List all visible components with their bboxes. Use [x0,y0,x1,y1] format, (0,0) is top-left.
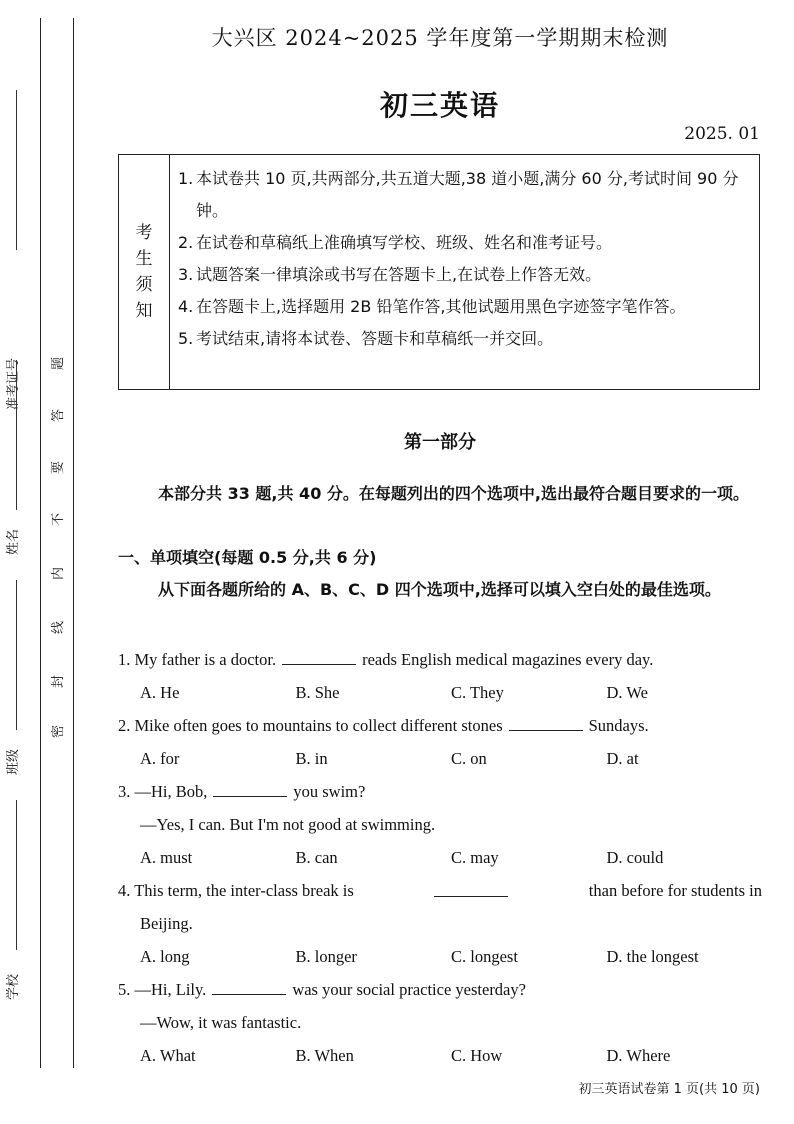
notice-list [170,155,759,389]
school-line [16,800,17,950]
answer-blank[interactable] [212,980,286,995]
candidate-notice-box [118,154,760,390]
question-reply: —Yes, I can. But I'm not good at swimming. [140,815,436,834]
stem-before: 4. This term, the inter-class break is [118,881,354,900]
seal-char: 内 [51,566,67,581]
notice-label [119,155,170,389]
stem-before: 5. —Hi, Lily. [118,980,207,999]
stem-before: 1. My father is a doctor. [118,650,277,669]
seal-char: 答 [51,408,67,423]
option-c[interactable]: C. on [451,749,487,768]
exam-number-line [16,90,17,250]
page-footer: 初三英语试卷第 1 页(共 10 页) [578,1082,760,1097]
option-b[interactable]: B. She [295,683,340,702]
seal-char: 线 [51,620,67,635]
option-b[interactable]: B. can [295,848,338,867]
field-class[interactable] [0,580,34,780]
part-intro: 本部分共 33 题,共 40 分。在每题列出的四个选项中,选出最符合题目要求的一项。 [158,484,749,503]
notice-item-number: 1. [178,169,194,188]
field-school[interactable] [0,800,34,1000]
stem-before: 3. —Hi, Bob, [118,782,208,801]
notice-item-text: 本试卷共 10 页,共两部分,共五道大题,38 道小题,满分 60 分,考试时间 90 分钟。 [196,169,739,220]
field-label: 学校 [6,973,21,1000]
option-d[interactable]: D. We [606,683,648,702]
question-stem [118,709,762,742]
subject-title: 初三英语 [379,89,500,122]
notice-label-char: 知 [135,301,153,321]
exam-date: 2025. 01 [684,124,760,144]
question-options [118,1039,762,1072]
option-c[interactable]: C. They [451,683,504,702]
name-line [16,360,17,510]
answer-blank[interactable] [434,882,508,897]
option-a[interactable]: A. must [140,848,193,867]
question-options [118,676,762,709]
option-d[interactable]: D. could [606,848,664,867]
stem-before: 2. Mike often goes to mountains to collect different stones [118,716,503,735]
stem-after: reads English medical magazines every day. [362,650,654,669]
question-reply: —Wow, it was fantastic. [140,1013,302,1032]
notice-item [178,227,751,259]
class-line [16,580,17,730]
option-b[interactable]: B. When [295,1046,354,1065]
answer-blank[interactable] [509,716,583,731]
option-d[interactable]: D. Where [606,1046,671,1065]
binding-line-outer [40,18,41,1068]
exam-title: 大兴区 2024~2025 学年度第一学期期末检测 [211,26,669,50]
option-a[interactable]: A. long [140,947,190,966]
question-2 [118,709,762,775]
question-stem [118,874,762,907]
notice-item [178,259,751,291]
question-options [118,841,762,874]
notice-item-text: 在答题卡上,选择题用 2B 铅笔作答,其他试题用黑色字迹签字笔作答。 [196,297,686,316]
notice-label-char: 生 [135,249,153,269]
stem-after: than before for students in [588,881,762,900]
question-continuation: Beijing. [140,914,193,933]
question-options [118,742,762,775]
stem-after: Sundays. [588,716,649,735]
option-b[interactable]: B. in [295,749,328,768]
field-label: 班级 [6,748,21,775]
seal-char: 密 [51,724,67,739]
notice-item [178,323,751,355]
field-exam-number[interactable] [0,90,34,410]
seal-char: 不 [51,512,67,527]
option-d[interactable]: D. at [606,749,639,768]
section-heading: 一、单项填空(每题 0.5 分,共 6 分) [118,548,377,567]
notice-label-char: 考 [135,223,153,243]
answer-blank[interactable] [282,650,356,665]
question-stem [118,973,762,1006]
question-stem [118,775,762,808]
option-c[interactable]: C. may [451,848,499,867]
binding-line-inner [73,18,74,1068]
field-label: 准考证号 [6,357,21,410]
seal-char: 封 [51,674,67,689]
option-a[interactable]: A. He [140,683,180,702]
field-name[interactable] [0,357,34,560]
option-c[interactable]: C. How [451,1046,503,1065]
question-stem [118,643,762,676]
option-b[interactable]: B. longer [295,947,357,966]
notice-item-number: 5. [178,329,194,348]
option-c[interactable]: C. longest [451,947,518,966]
option-a[interactable]: A. What [140,1046,196,1065]
question-list [118,643,762,1072]
field-label: 姓名 [6,528,21,555]
binding-margin [0,0,80,1124]
section-instructions: 从下面各题所给的 A、B、C、D 四个选项中,选择可以填入空白处的最佳选项。 [158,580,721,599]
question-options [118,940,762,973]
seal-notice [44,350,72,750]
notice-item [178,163,751,227]
notice-item [178,291,751,323]
answer-blank[interactable] [213,782,287,797]
stem-after: was your social practice yesterday? [292,980,526,999]
notice-item-text: 在试卷和草稿纸上准确填写学校、班级、姓名和准考证号。 [196,233,613,252]
stem-after: you swim? [293,782,366,801]
seal-char: 题 [51,356,67,371]
question-1 [118,643,762,709]
notice-item-number: 3. [178,265,194,284]
question-3 [118,775,762,874]
seal-char: 要 [51,460,67,475]
notice-label-char: 须 [135,275,153,295]
question-4 [118,874,762,973]
notice-item-number: 2. [178,233,194,252]
notice-item-text: 考试结束,请将本试卷、答题卡和草稿纸一并交回。 [196,329,554,348]
option-d[interactable]: D. the longest [606,947,699,966]
notice-item-text: 试题答案一律填涂或书写在答题卡上,在试卷上作答无效。 [196,265,602,284]
option-a[interactable]: A. for [140,749,180,768]
part-title: 第一部分 [404,432,476,453]
question-5 [118,973,762,1072]
notice-item-number: 4. [178,297,194,316]
